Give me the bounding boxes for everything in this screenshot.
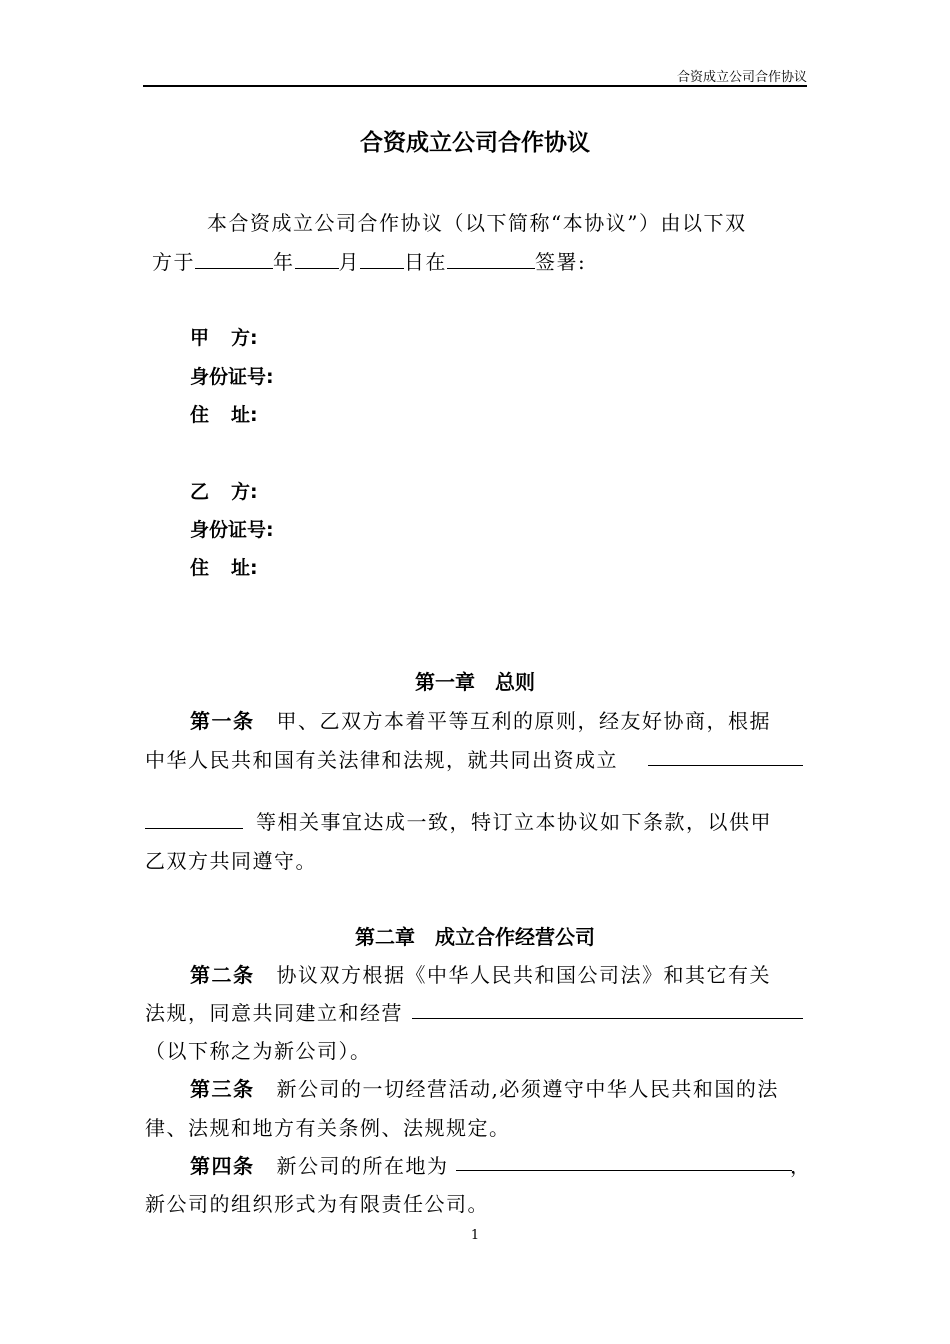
party-b-address-field [190, 553, 258, 580]
party-b-id-field: 身份证号: [190, 519, 274, 541]
date-month-blank[interactable] [295, 250, 339, 269]
place-blank[interactable] [447, 250, 535, 269]
party-a-address-field [190, 400, 258, 427]
article-4-comma: ， [790, 1154, 812, 1178]
chapter-1-name: 总则 [495, 670, 535, 694]
article-3-label: 第三条 [190, 1077, 255, 1101]
date-day-blank[interactable] [360, 250, 404, 269]
article-4-text-1: 新公司的所在地为 [276, 1154, 449, 1178]
chapter-2-name: 成立合作经营公司 [435, 925, 595, 949]
intro-line-2 [152, 246, 586, 275]
article-1-line-4: 乙双方共同遵守。 [145, 849, 317, 873]
chapter-2-heading [0, 921, 950, 950]
company-name-blank-2[interactable] [145, 828, 243, 829]
article-3-text-1: 新公司的一切经营活动,必须遵守中华人民共和国的法 [276, 1077, 779, 1101]
article-1-line-2: 中华人民共和国有关法律和法规，就共同出资成立 [145, 748, 618, 772]
intro-suffix: 签署: [535, 250, 587, 274]
article-1-line-3: 等相关事宜达成一致，特订立本协议如下条款，以供甲 [256, 810, 772, 834]
article-1-text-1: 甲、乙双方本着平等互利的原则，经友好协商，根据 [276, 709, 771, 733]
page-number: 1 [470, 1228, 480, 1243]
company-blank-3[interactable] [412, 1018, 803, 1019]
article-4-line-1 [190, 1150, 449, 1179]
chapter-2-number: 第二章 [355, 925, 415, 949]
intro-year: 年 [273, 250, 295, 274]
article-2-line-1 [190, 959, 771, 988]
article-2-line-3: （以下称之为新公司）。 [145, 1039, 372, 1063]
article-1-label: 第一条 [190, 709, 255, 733]
party-a-addr-label-2: 址: [231, 404, 258, 426]
party-a-id-field: 身份证号: [190, 366, 274, 388]
intro-line-1: 本合资成立公司合作协议（以下简称“本协议”）由以下双 [207, 211, 747, 235]
article-2-text-1: 协议双方根据《中华人民共和国公司法》和其它有关 [276, 963, 771, 987]
party-a-name-field [190, 323, 258, 350]
party-b-label: 乙 [190, 481, 210, 503]
header-rule [143, 85, 807, 87]
chapter-1-number: 第一章 [415, 670, 475, 694]
intro-day: 日在 [404, 250, 447, 274]
article-4-line-2: 新公司的组织形式为有限责任公司。 [145, 1192, 489, 1216]
article-2-line-2: 法规，同意共同建立和经营 [145, 1001, 403, 1025]
company-name-blank-1[interactable] [648, 765, 803, 766]
article-4-label: 第四条 [190, 1154, 255, 1178]
running-header: 合资成立公司合作协议 [676, 70, 807, 85]
party-b-addr-label-2: 址: [231, 557, 258, 579]
company-location-blank[interactable] [456, 1170, 792, 1171]
document-title: 合资成立公司合作协议 [360, 130, 590, 156]
article-1-line-1 [190, 705, 771, 734]
intro-prefix: 方于 [152, 250, 195, 274]
party-a-label: 甲 [190, 327, 210, 349]
article-3-line-2: 律、法规和地方有关条例、法规规定。 [145, 1116, 511, 1140]
article-2-label: 第二条 [190, 963, 255, 987]
article-3-line-1 [190, 1073, 779, 1102]
date-year-blank[interactable] [195, 250, 273, 269]
party-a-label-2: 方: [231, 327, 258, 349]
party-b-name-field [190, 477, 258, 504]
chapter-1-heading [0, 666, 950, 695]
party-b-label-2: 方: [231, 481, 258, 503]
party-a-addr-label: 住 [190, 404, 210, 426]
intro-month: 月 [338, 250, 360, 274]
party-b-addr-label: 住 [190, 557, 210, 579]
